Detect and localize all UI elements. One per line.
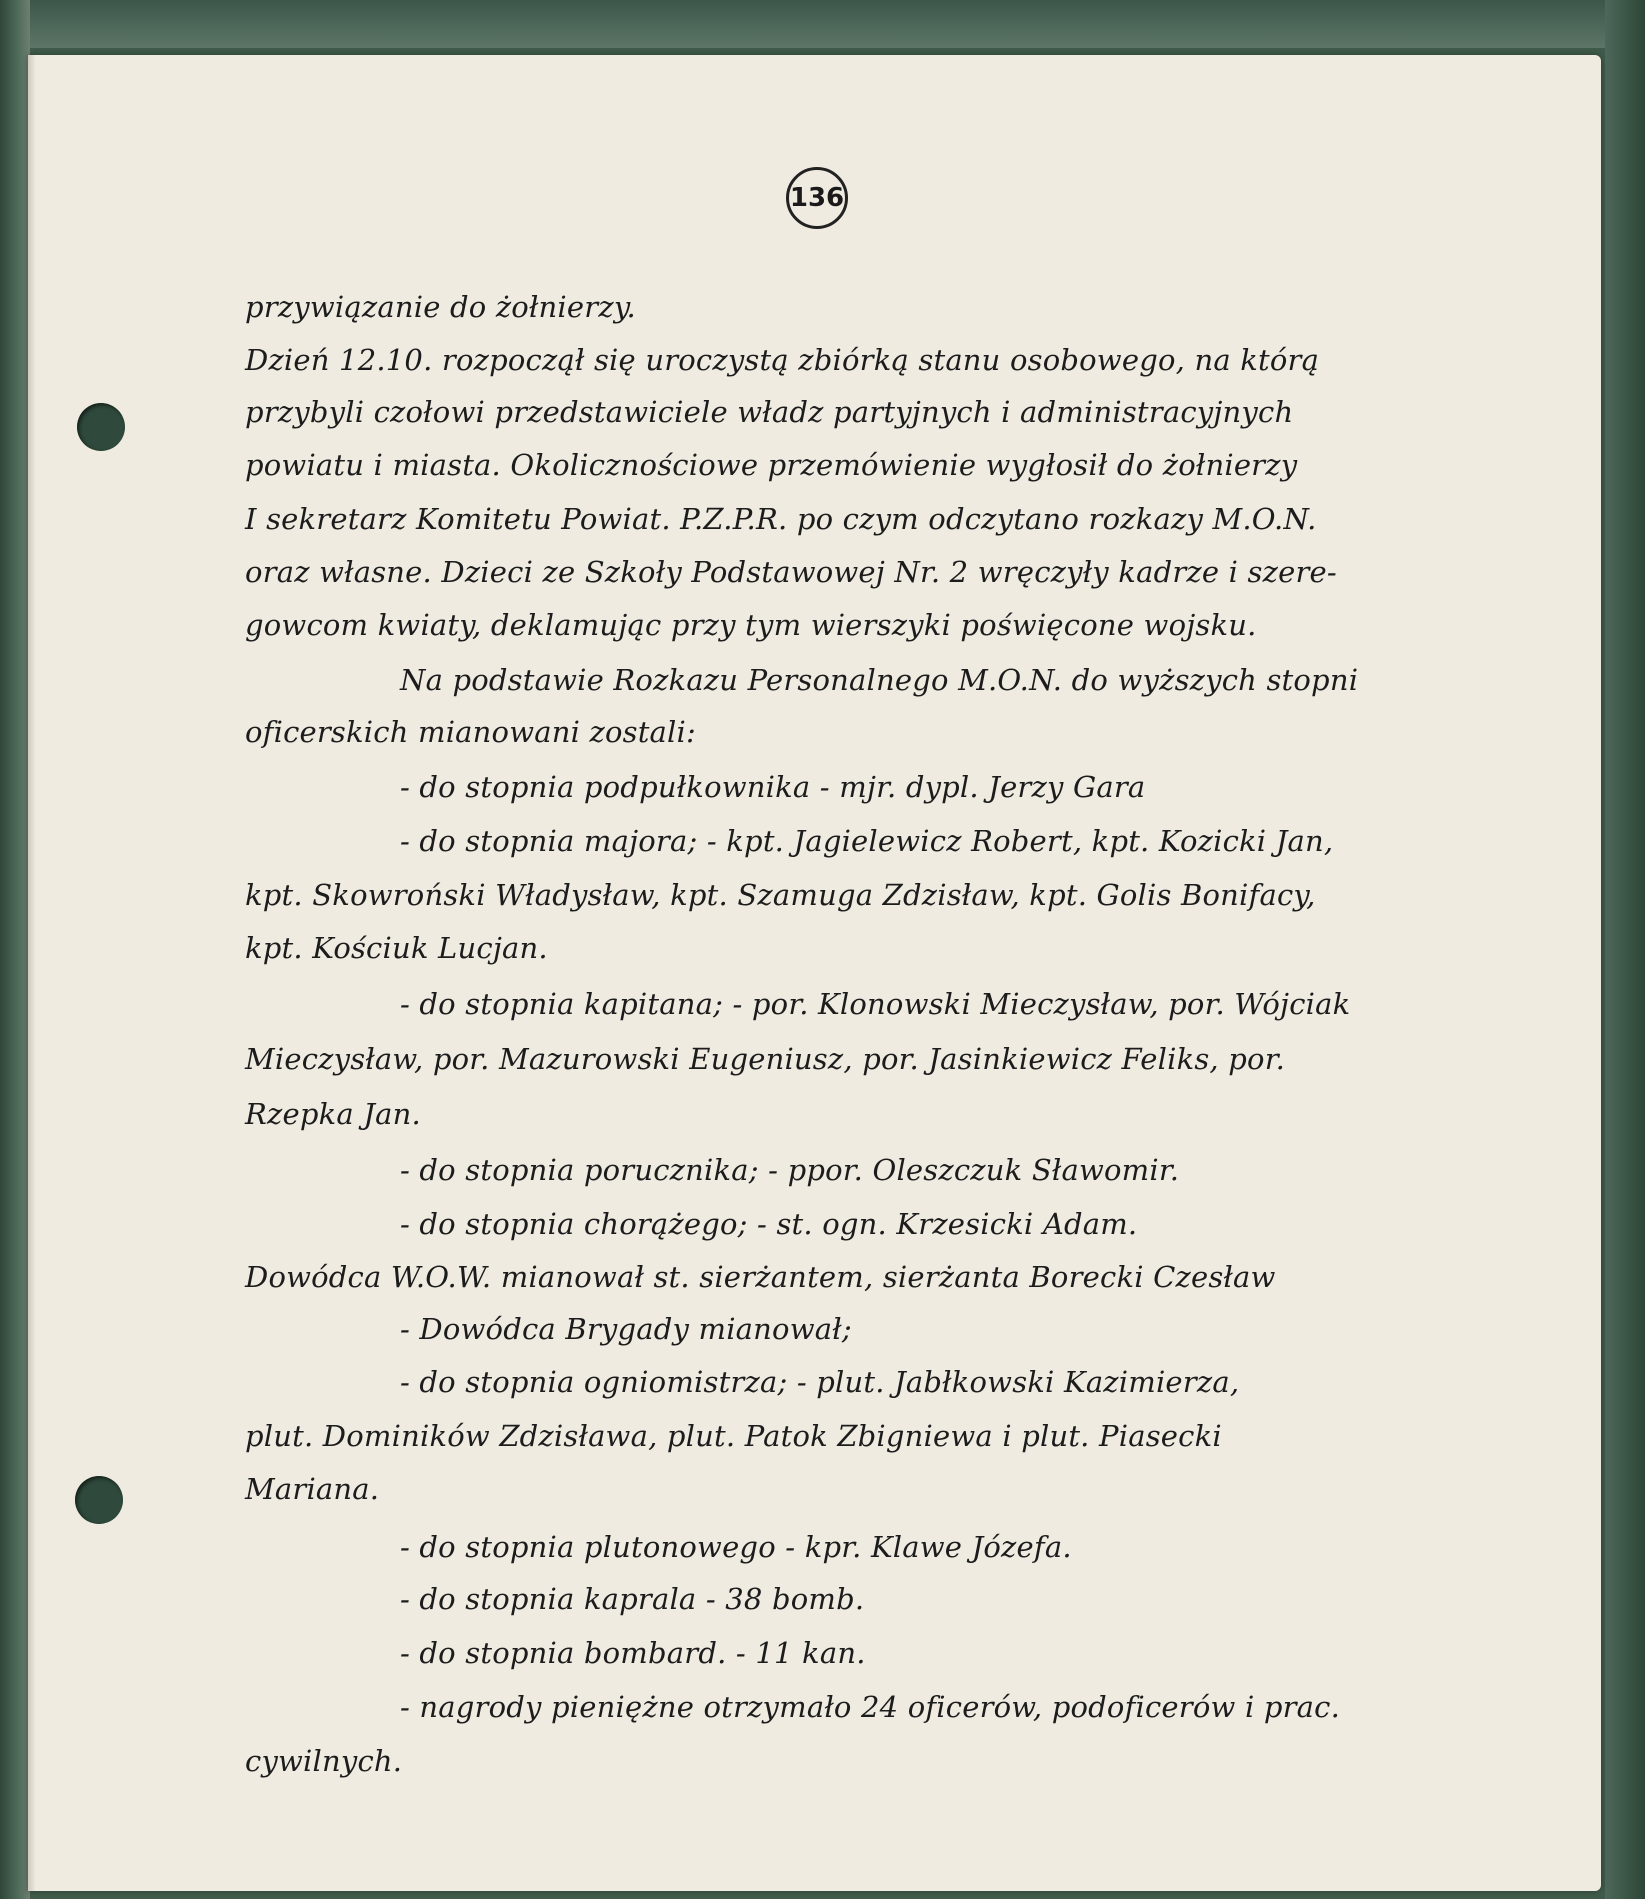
text-line: - do stopnia majora; - kpt. Jagielewicz Robert, kpt. Kozicki Jan,: [400, 824, 1334, 858]
text-line: przybyli czołowi przedstawiciele władz partyjnych i administracyjnych: [245, 395, 1294, 429]
text-line: - do stopnia kapitana; - por. Klonowski Mieczysław, por. Wójciak: [400, 987, 1351, 1021]
text-line: - do stopnia kaprala - 38 bomb.: [400, 1582, 865, 1616]
text-line: Dzień 12.10. rozpoczął się uroczystą zbiórką stanu osobowego, na którą: [245, 343, 1320, 377]
text-line: plut. Dominików Zdzisława, plut. Patok Zbigniewa i plut. Piasecki: [245, 1419, 1222, 1453]
binder-spine: [0, 0, 30, 1899]
text-line: Dowódca W.O.W. mianował st. sierżantem, sierżanta Borecki Czesław: [245, 1260, 1276, 1294]
punch-hole-top: [77, 403, 125, 451]
text-line: - do stopnia bombard. - 11 kan.: [400, 1636, 866, 1670]
punch-hole-bottom: [75, 1476, 123, 1524]
text-line: Na podstawie Rozkazu Personalnego M.O.N. do wyższych stopni: [400, 663, 1359, 697]
text-line: oraz własne. Dzieci ze Szkoły Podstawowej Nr. 2 wręczyły kadrze i szere-: [245, 555, 1337, 589]
text-line: gowcom kwiaty, deklamując przy tym wierszyki poświęcone wojsku.: [245, 608, 1257, 642]
text-line: kpt. Skowroński Władysław, kpt. Szamuga Zdzisław, kpt. Golis Bonifacy,: [245, 878, 1316, 912]
page-binding-edge: [28, 55, 36, 1891]
text-line: Rzepka Jan.: [245, 1097, 421, 1131]
text-line: przywiązanie do żołnierzy.: [245, 290, 636, 324]
cover-right-edge: [1605, 0, 1645, 1899]
text-line: - do stopnia plutonowego - kpr. Klawe Józefa.: [400, 1530, 1072, 1564]
text-line: - nagrody pieniężne otrzymało 24 oficerów, podoficerów i prac.: [400, 1690, 1341, 1724]
text-line: cywilnych.: [245, 1744, 403, 1778]
text-line: Mariana.: [245, 1472, 380, 1506]
cover-top-edge: [30, 0, 1645, 48]
text-line: I sekretarz Komitetu Powiat. P.Z.P.R. po czym odczytano rozkazy M.O.N.: [245, 502, 1317, 536]
text-line: Mieczysław, por. Mazurowski Eugeniusz, por. Jasinkiewicz Feliks, por.: [245, 1042, 1285, 1076]
page-number: 136: [786, 167, 848, 229]
text-line: - do stopnia podpułkownika - mjr. dypl. Jerzy Gara: [400, 770, 1146, 804]
text-line: kpt. Kościuk Lucjan.: [245, 931, 548, 965]
text-line: - do stopnia porucznika; - ppor. Oleszczuk Sławomir.: [400, 1153, 1180, 1187]
text-line: - Dowódca Brygady mianował;: [400, 1312, 852, 1346]
text-line: oficerskich mianowani zostali:: [245, 715, 696, 749]
text-line: powiatu i miasta. Okolicznościowe przemówienie wygłosił do żołnierzy: [245, 448, 1298, 482]
text-line: - do stopnia chorążego; - st. ogn. Krzesicki Adam.: [400, 1207, 1138, 1241]
text-line: - do stopnia ogniomistrza; - plut. Jabłkowski Kazimierza,: [400, 1365, 1240, 1399]
